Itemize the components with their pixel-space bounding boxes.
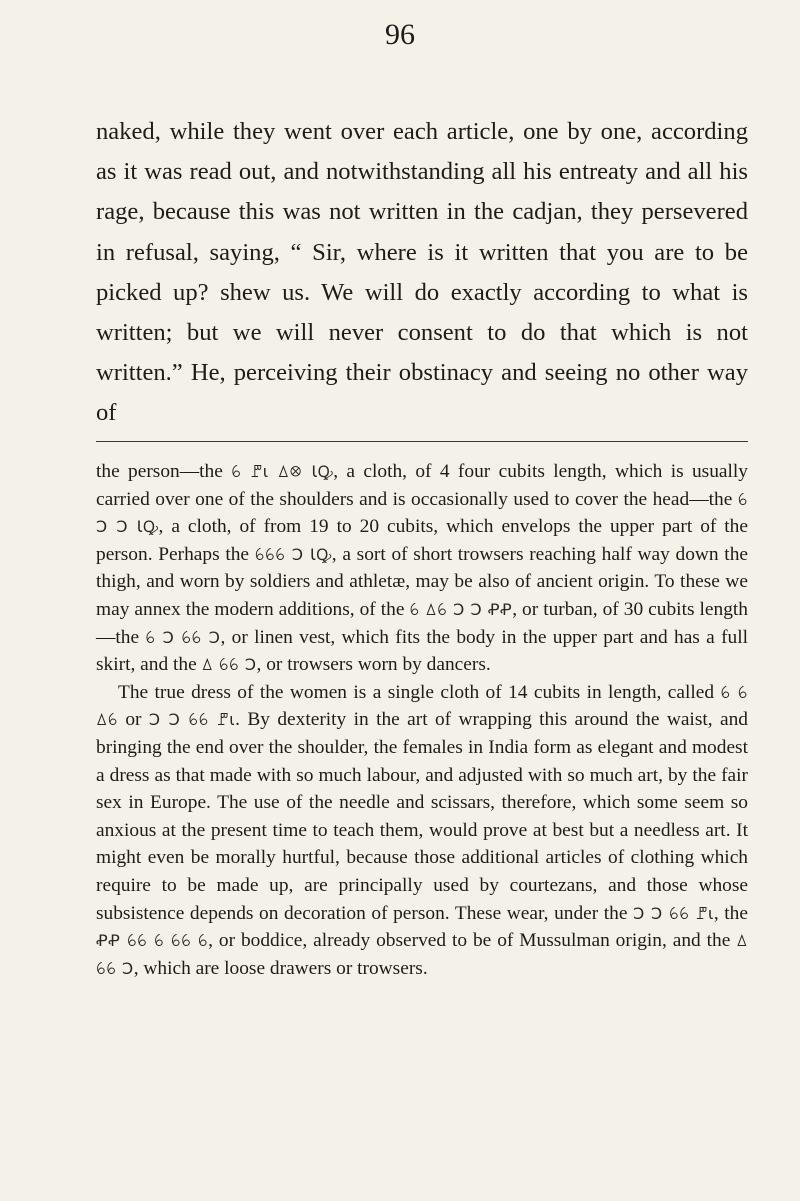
native-script-word: ꕃ ꓛ ꓛ ꙆꝘ <box>96 489 748 537</box>
native-script-word: ꕃ ꕃ ꕔꕃ <box>96 682 748 730</box>
note-text: , the <box>713 902 748 924</box>
native-script-word: ꕔ ꕃꕃ ꓛ <box>201 655 257 675</box>
native-script-word: ꕔ ꕃꕃ ꓛ <box>96 931 748 978</box>
note-text: the person—the <box>96 461 223 482</box>
note-text: , a cloth, of from 19 to 20 cubits, which envelops the upper part of the person. Perhaps the <box>96 516 748 565</box>
note-text: , or linen vest, which fits the body in the upper part and has a full skirt, and the <box>96 626 748 676</box>
note-text: or <box>125 709 142 731</box>
native-script-word: ꕃ ꕔꕃ ꓛ ꓛ ꝒꝒ <box>409 599 513 619</box>
native-script-word: ꓛ ꓛ ꕃꕃ ꘝꙇ <box>148 710 236 730</box>
page-number: 96 <box>385 18 415 51</box>
note-text: , or trowsers worn by dancers. <box>256 654 491 676</box>
note-text: , which are loose drawers or trowsers. <box>133 957 428 979</box>
main-paragraph: naked, while they went over each article, one by one, according as it was read out, and notwithstanding all his entreaty and all his rage, because this was not written in the cadjan, they persevered in refusal, saying, “ Sir, where is it written that you are to be picked up? shew us. We will do exactly according to what is written; but we will never consent to do that which is not written.” He, perceiving their obstinacy and seeing no other way of <box>96 118 748 427</box>
footnote-paragraph-1 <box>96 458 748 679</box>
native-script-word: ꝒꝒ ꕃꕃ ꕃ ꕃꕃ ꕃ <box>96 931 209 951</box>
note-text: , or turban, of 30 cubits length—the <box>96 598 748 648</box>
note-text: , a sort of short trowsers reaching half way down the thigh, and worn by soldiers and athletæ, may be also of ancient origin. To these we may annex the modern additions, of the <box>96 543 748 620</box>
footnote-divider <box>96 441 748 442</box>
footnote-text <box>96 458 748 982</box>
note-text: , a cloth, of 4 four cubits length, which is usually carried over one of the shoulders and is occasionally used to cover the head—the <box>96 461 748 510</box>
note-text: , or boddice, already observed to be of Mussulman origin, and the <box>208 930 731 952</box>
main-body-text <box>96 112 748 434</box>
note-text: The true dress of the women is a single cloth of 14 cubits in length, called <box>118 681 715 703</box>
native-script-word: ꕃ ꓛ ꕃꕃ ꓛ <box>145 627 221 647</box>
native-script-word: ꕃꕃꕃ ꓛ ꙆꝘ <box>254 544 332 564</box>
note-text: . By dexterity in the art of wrapping this around the waist, and bringing the end over the shoulder, the females in India form as elegant and modest a dress as that made with so much labour, and adjusted with so much art, by the fair sex in Europe. The use of the needle and scissars, therefore, which some seem so anxious at the present time to teach them, would prove at best but a needless art. It might even be morally hurtful, because those additional articles of clothing which require to be made up, are principally used by courtezans, and those whose subsistence depends on decoration of person. These wear, under the <box>96 709 748 924</box>
footnote-paragraph-2 <box>96 679 748 983</box>
native-script-word: ꕃ ꘝꙇ ꕔꕕ ꙆꝘ <box>231 462 334 481</box>
native-script-word: ꓛ ꓛ ꕃꕃ ꘝꙇ <box>633 903 714 923</box>
